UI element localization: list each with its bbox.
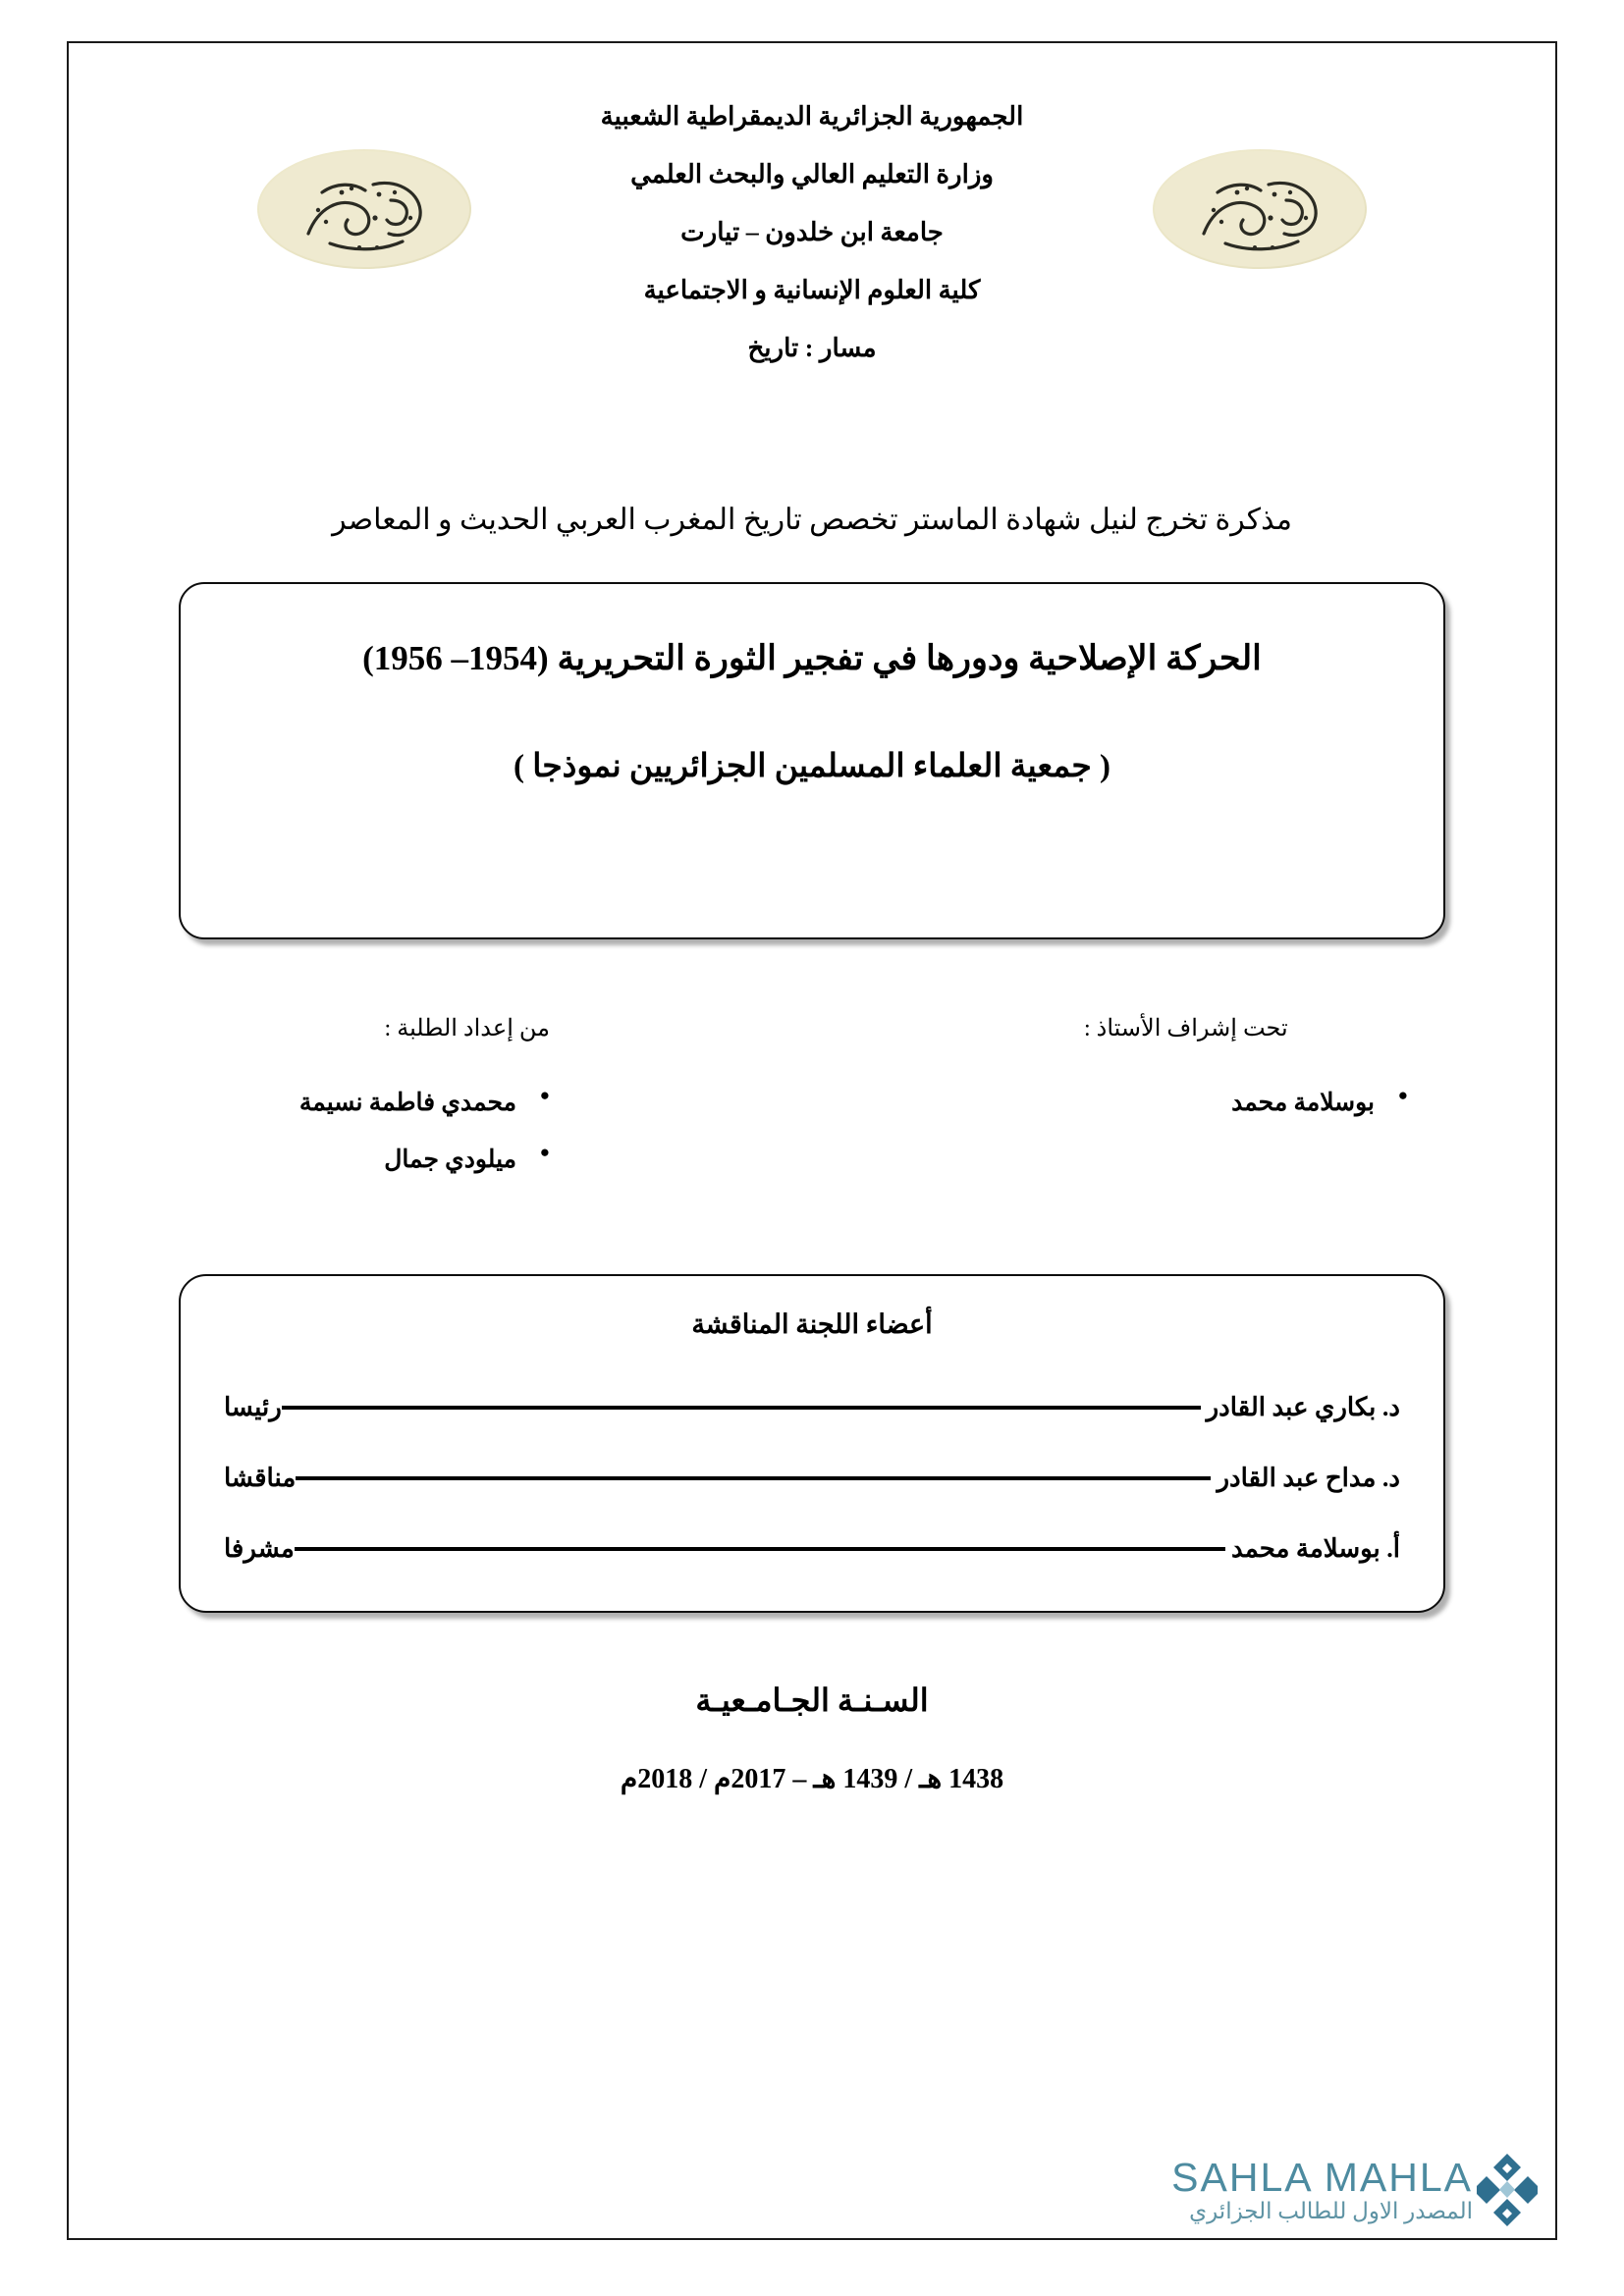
university-seal-right-icon [1153,149,1367,269]
watermark-texts [1171,2155,1473,2223]
students-list [226,1088,550,1174]
thesis-title-box [179,582,1445,939]
signature-rule [282,1406,1201,1410]
authors-section [226,1014,1408,1201]
jury-member-role: مناقشا [224,1464,297,1492]
jury-row [224,1464,1400,1493]
academic-year-section [69,1682,1555,1795]
thesis-cover-page [67,41,1557,2240]
header-line-university: جامعة ابن خلدون – تيارت [680,218,944,246]
students-label: من إعداد الطلبة : [384,1016,550,1041]
jury-row [224,1393,1400,1422]
jury-member-role: رئيسا [224,1393,282,1421]
watermark-title: SAHLA MAHLA [1171,2155,1473,2200]
list-item: ● بوسلامة محمد [1084,1088,1408,1117]
list-item: ● محمدي فاطمة نسيمة [226,1088,550,1117]
sahla-mahla-diamond-logo-icon [1477,2152,1538,2228]
supervisor-label: تحت إشراف الأستاذ : [1084,1016,1288,1041]
students-column [226,1014,550,1201]
jury-member-name: أ. بوسلامة محمد [1231,1534,1400,1563]
supervisor-column [1084,1014,1408,1201]
degree-statement: مذكرة تخرج لنيل شهادة الماستر تخصص تاريخ المغرب العربي الحديث و المعاصر [332,504,1292,536]
academic-year-range: 1438 هـ / 1439 هـ – 2017م / 2018م [620,1764,1004,1794]
header-line-country: الجمهورية الجزائرية الديمقراطية الشعبية [600,102,1024,131]
thesis-title-main: الحركة الإصلاحية ودورها في تفجير الثورة التحريرية (1954– 1956) [362,639,1262,677]
signature-rule [295,1547,1225,1551]
jury-member-name: د. مداح عبد القادر [1217,1464,1400,1492]
signature-rule [296,1476,1211,1480]
supervisor-list [1084,1088,1408,1117]
header-line-ministry: وزارة التعليم العالي والبحث العلمي [630,160,994,188]
list-item: ● ميلودي جمال [226,1145,550,1174]
jury-row [224,1534,1400,1564]
sahla-mahla-watermark [1171,2152,1538,2228]
jury-committee-title: أعضاء اللجنة المناقشة [691,1309,933,1339]
university-seal-left-icon [257,149,471,269]
thesis-title-subtitle: ( جمعية العلماء المسلمين الجزائريين نموذجا ) [513,749,1111,785]
header-line-faculty: كلية العلوم الإنسانية و الاجتماعية [643,276,981,304]
jury-member-role: مشرفا [224,1534,295,1563]
header-line-track: مسار : تاريخ [747,334,877,362]
academic-year-title: السـنـة الجـامـعيـة [695,1682,929,1718]
jury-committee-box [179,1274,1445,1613]
jury-member-name: د. بكاري عبد القادر [1206,1393,1400,1421]
watermark-subtitle: المصدر الاول للطالب الجزائري [1189,2199,1473,2223]
page-header [69,43,1555,455]
